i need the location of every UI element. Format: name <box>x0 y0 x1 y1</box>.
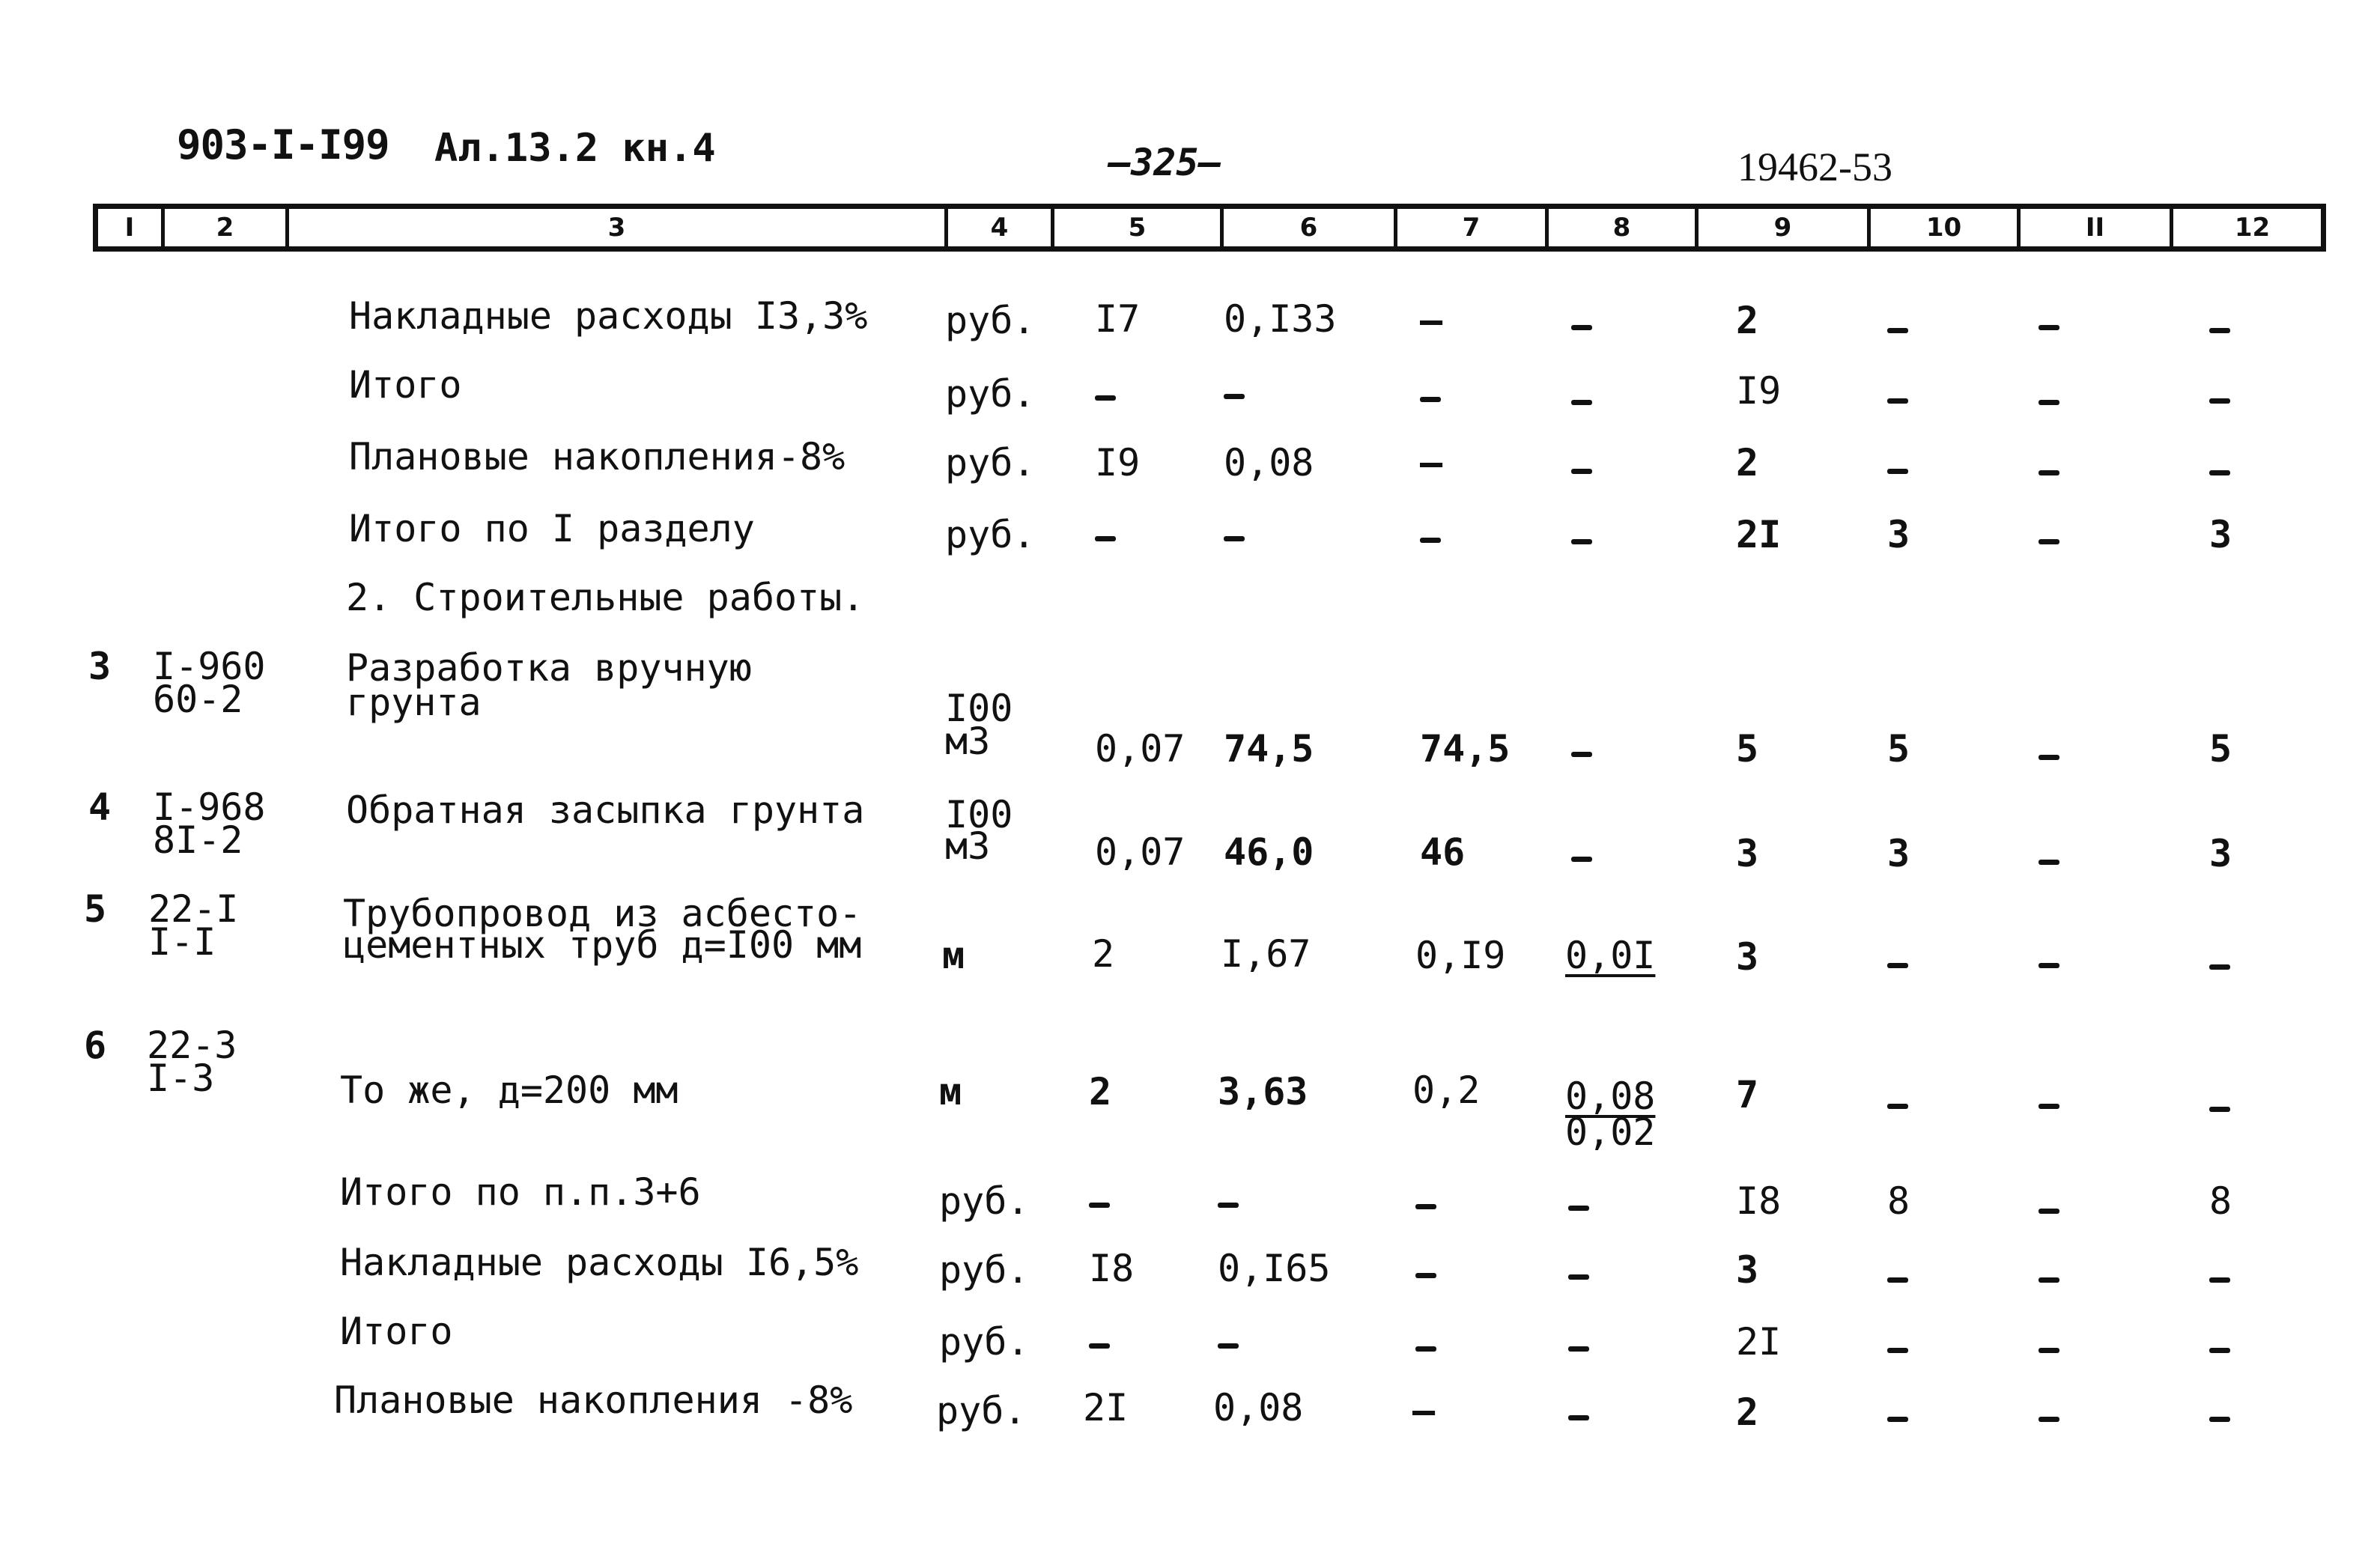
cell-col11-dash <box>2039 755 2059 760</box>
cell-col5-dash <box>1089 1203 1110 1208</box>
cell-col6: 0,08 <box>1224 441 1314 484</box>
column-number: 7 <box>1394 209 1545 246</box>
cell-col8-dash <box>1571 469 1592 474</box>
row-description: Накладные расходы I6,5% <box>340 1241 859 1284</box>
cell-col11-dash <box>2039 470 2059 475</box>
column-number: I <box>124 213 135 243</box>
cell-col12: 5 <box>2209 727 2232 771</box>
cell-col12-dash <box>2209 470 2230 475</box>
cell-col7: 46 <box>1420 830 1466 874</box>
cell-col9: 2 <box>1736 441 1759 484</box>
row-description-line2: грунта <box>346 681 482 724</box>
norm-code-line2: 60-2 <box>153 678 243 721</box>
row-number: 6 <box>84 1024 107 1067</box>
cell-col6-dash <box>1218 1343 1239 1349</box>
cell-col9: I8 <box>1736 1179 1782 1223</box>
cell-col6-dash <box>1224 536 1245 541</box>
cell-col6: 46,0 <box>1224 830 1314 874</box>
cell-col9: 3 <box>1736 1248 1759 1292</box>
cell-col6: 0,I33 <box>1224 297 1337 341</box>
cell-col9: 3 <box>1736 935 1759 979</box>
row-description: Итого <box>340 1310 453 1353</box>
column-number: 5 <box>1051 209 1220 246</box>
cell-col12: 3 <box>2209 513 2232 556</box>
cell-col10-dash <box>1887 328 1908 333</box>
cell-col7-dash <box>1420 538 1441 543</box>
cell-col7: — <box>1420 441 1443 484</box>
cell-col5-dash <box>1095 395 1116 401</box>
cell-col6: 0,08 <box>1213 1386 1304 1429</box>
unit-cell: руб. <box>939 1320 1030 1364</box>
cell-col7: — <box>1412 1389 1436 1432</box>
cell-col6: 3,63 <box>1218 1070 1308 1113</box>
cell-col5-dash <box>1089 1343 1110 1349</box>
cell-col12-dash <box>2209 1417 2230 1422</box>
cell-col12-dash <box>2209 328 2230 333</box>
cell-col10-dash <box>1887 963 1908 968</box>
norm-code-line2: I-3 <box>147 1057 215 1100</box>
cell-col7-dash <box>1415 1204 1436 1209</box>
cell-col9: 2 <box>1736 299 1759 342</box>
norm-code: 22-I <box>148 887 239 931</box>
column-number: 10 <box>1867 209 2017 246</box>
norm-code: 22-3 <box>147 1024 237 1067</box>
cell-col12-dash <box>2209 1107 2230 1112</box>
cell-col11-dash <box>2039 400 2059 405</box>
cell-col5: I7 <box>1095 297 1141 341</box>
row-description: Обратная засыпка грунта <box>346 788 865 832</box>
cell-col7: 0,2 <box>1412 1069 1481 1112</box>
cell-col7: 74,5 <box>1420 727 1511 771</box>
cell-col7-dash <box>1420 397 1441 402</box>
cell-col8-denominator: 0,02 <box>1565 1110 1656 1154</box>
row-description: Итого по I разделу <box>349 507 755 550</box>
cell-col11-dash <box>2039 1104 2059 1109</box>
cell-col6-dash <box>1218 1203 1239 1208</box>
cell-col9: 7 <box>1736 1073 1759 1116</box>
cell-col11-dash <box>2039 1417 2059 1422</box>
cell-col6-dash <box>1224 394 1245 399</box>
cell-col5: 2 <box>1092 932 1115 976</box>
cell-col9: 5 <box>1736 727 1759 771</box>
cell-col11-dash <box>2039 1277 2059 1283</box>
cell-col11-dash <box>2039 1348 2059 1353</box>
page-number: —325— <box>1108 141 1221 184</box>
cell-col12: 3 <box>2209 832 2232 875</box>
section-heading: 2. Строительные работы. <box>346 576 865 619</box>
unit-cell: руб. <box>936 1389 1027 1432</box>
cell-col7: — <box>1420 299 1443 342</box>
norm-code-line2: 8I-2 <box>153 818 243 862</box>
cell-col6: 74,5 <box>1224 727 1314 771</box>
unit-cell: руб. <box>939 1179 1030 1223</box>
cell-col12-dash <box>2209 398 2230 404</box>
cell-col10: 8 <box>1887 1179 1910 1223</box>
cell-col8-dash <box>1571 857 1592 862</box>
row-description: Трубопровод из асбесто- <box>343 892 862 935</box>
cell-col9: 3 <box>1736 832 1759 875</box>
row-description: Итого <box>349 363 462 407</box>
cell-col10-dash <box>1887 1277 1908 1283</box>
column-number: II <box>2017 209 2170 246</box>
cell-col12-dash <box>2209 964 2230 970</box>
unit-cell: руб. <box>945 372 1036 416</box>
cell-col5: 2 <box>1089 1070 1112 1113</box>
cell-col9: I9 <box>1736 369 1782 413</box>
cell-col10: 3 <box>1887 513 1910 556</box>
unit-cell: руб. <box>945 441 1036 484</box>
cell-col5-dash <box>1095 536 1116 541</box>
unit-cell: I00 <box>945 793 1013 836</box>
row-description: Плановые накопления -8% <box>334 1379 853 1422</box>
norm-code-line2: I-I <box>148 920 216 964</box>
unit-cell: руб. <box>945 299 1036 342</box>
cell-col10: 5 <box>1887 727 1910 771</box>
cell-col7-dash <box>1415 1346 1436 1352</box>
cell-col8: 0,0I <box>1565 934 1656 977</box>
cell-col10: 3 <box>1887 832 1910 875</box>
cell-col12-dash <box>2209 1277 2230 1283</box>
cell-col8-dash <box>1568 1346 1589 1352</box>
cell-col9: 2I <box>1736 513 1782 556</box>
row-number: 4 <box>88 785 112 829</box>
row-description-line2: цементных труб д=I00 мм <box>343 923 862 967</box>
norm-code: I-968 <box>153 785 266 829</box>
row-number: 3 <box>88 645 112 688</box>
cell-col12-dash <box>2209 1348 2230 1353</box>
cell-col9: 2I <box>1736 1320 1782 1364</box>
row-number: 5 <box>84 887 107 931</box>
cell-col5: 0,07 <box>1095 830 1186 874</box>
cell-col10-dash <box>1887 469 1908 474</box>
sheet-identifier: 19462-53 <box>1737 145 1892 189</box>
cell-col10-dash <box>1887 1348 1908 1353</box>
column-number: 12 <box>2170 209 2331 246</box>
cell-col8-dash <box>1568 1415 1589 1420</box>
cell-col11-dash <box>2039 539 2059 544</box>
cell-col6: 0,I65 <box>1218 1247 1331 1290</box>
cell-col8-dash <box>1568 1274 1589 1280</box>
unit-cell: руб. <box>939 1248 1030 1292</box>
document-code: 903-I-I99 <box>177 121 389 168</box>
column-number: 6 <box>1220 209 1394 246</box>
cell-col11-dash <box>2039 1209 2059 1214</box>
row-description: То же, д=200 мм <box>340 1069 679 1112</box>
cell-col10-dash <box>1887 1417 1908 1422</box>
cell-col11-dash <box>2039 325 2059 330</box>
cell-col5: I9 <box>1095 441 1141 484</box>
cell-col8-numerator: 0,08 <box>1565 1075 1656 1118</box>
unit-cell: I00 <box>945 687 1013 730</box>
cell-col10-dash <box>1887 398 1908 404</box>
column-number: 4 <box>944 209 1051 246</box>
cell-col6: I,67 <box>1221 932 1311 976</box>
cell-col8-dash <box>1568 1206 1589 1211</box>
column-number: 3 <box>285 209 944 246</box>
unit-cell-line2: м3 <box>945 720 991 763</box>
cell-col8-dash <box>1571 325 1592 330</box>
cell-col11-dash <box>2039 860 2059 865</box>
unit-cell: м <box>939 1070 962 1113</box>
cell-col8-dash <box>1571 539 1592 544</box>
unit-cell-line2: м3 <box>945 824 991 868</box>
cell-col7: 0,I9 <box>1415 934 1506 977</box>
cell-col9: 2 <box>1736 1391 1759 1434</box>
cell-col5: 2I <box>1083 1386 1129 1429</box>
norm-code: I-960 <box>153 645 266 688</box>
row-description: Итого по п.п.3+6 <box>340 1170 701 1214</box>
cell-col11-dash <box>2039 963 2059 968</box>
column-number: 9 <box>1695 209 1867 246</box>
cell-col8-dash <box>1571 752 1592 757</box>
cell-col7-dash <box>1415 1273 1436 1278</box>
cell-col12: 8 <box>2209 1179 2232 1223</box>
unit-cell: м <box>942 934 965 977</box>
album-reference: Ал.13.2 кн.4 <box>434 126 716 171</box>
row-description: Разработка вручную <box>346 646 752 690</box>
row-description: Накладные расходы I3,3% <box>349 294 868 338</box>
cell-col10-dash <box>1887 1104 1908 1109</box>
cell-col5: I8 <box>1089 1247 1135 1290</box>
row-description: Плановые накопления-8% <box>349 435 846 478</box>
cell-col8-dash <box>1571 400 1592 405</box>
column-number: 2 <box>161 209 285 246</box>
unit-cell: руб. <box>945 513 1036 556</box>
column-number-header <box>93 204 2326 252</box>
column-number: 8 <box>1545 209 1695 246</box>
cell-col5: 0,07 <box>1095 727 1186 771</box>
